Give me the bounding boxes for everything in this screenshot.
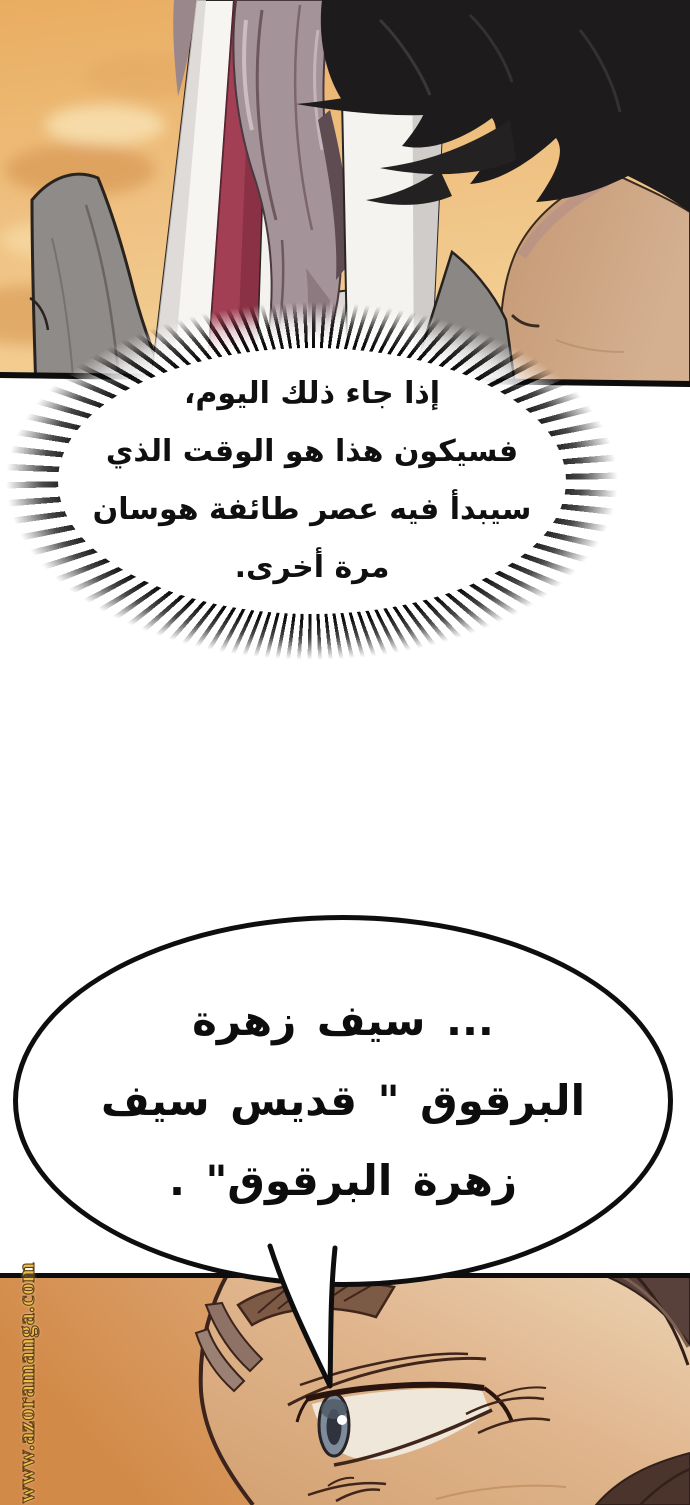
speech-bubble-tail [252,1240,352,1398]
eye-glint [337,1415,347,1425]
burst-bubble-text [93,365,532,597]
speech-line-1: ... سيف زهرة [192,996,494,1045]
burst-line-1: إذا جاء ذلك اليوم، [183,376,441,411]
speech-line-3: زهرة البرقوق" . [168,1156,518,1205]
speech-line-2: البرقوق " قديس سيف [101,1076,585,1125]
burst-line-2: فسيكون هذا هو الوقت الذي [105,434,519,469]
speech-bubble [13,915,673,1287]
site-watermark: www.azoramanga.com [14,1262,40,1503]
burst-bubble [6,302,618,660]
speech-bubble-text [101,981,585,1221]
burst-line-4: مرة أخرى. [234,550,390,585]
burst-line-3: سيبدأ فيه عصر طائفة هوسان [92,492,532,527]
burst-bubble-core [58,348,566,614]
iris [319,1394,349,1456]
